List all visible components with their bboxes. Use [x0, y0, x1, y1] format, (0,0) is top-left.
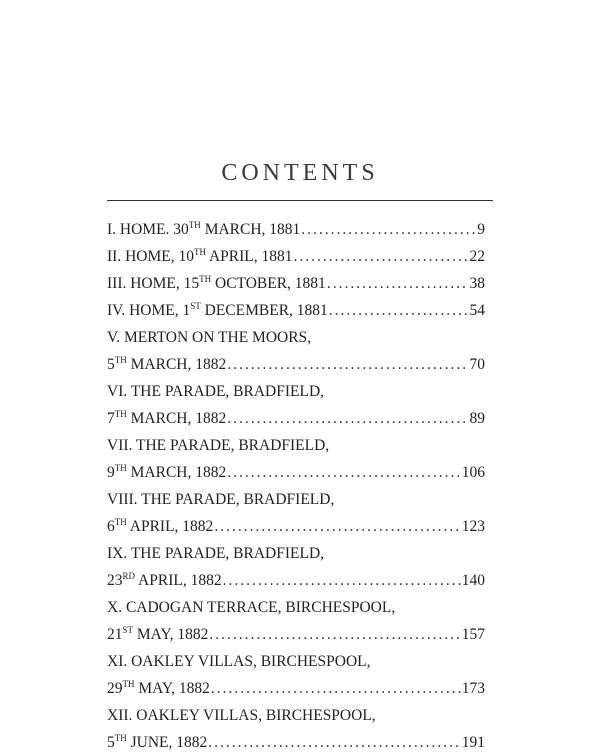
- page-title: CONTENTS: [221, 160, 379, 186]
- toc-entry-line[interactable]: [107, 243, 485, 270]
- page-number: 9: [477, 221, 485, 238]
- leader-dots: [329, 297, 469, 324]
- toc-entry-label: 5TH MARCH, 1882: [107, 354, 227, 373]
- toc-entry-label: III. HOME, 15TH OCTOBER, 1881: [107, 273, 326, 292]
- table-of-contents: [107, 216, 485, 756]
- leader-dots: [223, 567, 461, 594]
- leader-dots: [211, 675, 461, 702]
- page-number: 140: [461, 572, 485, 589]
- page-number: 157: [461, 626, 485, 643]
- toc-entry-line[interactable]: [107, 270, 485, 297]
- page-number: 191: [461, 734, 485, 751]
- page-number: 38: [469, 275, 485, 292]
- leader-dots: [227, 351, 468, 378]
- leader-dots: [294, 243, 469, 270]
- toc-entry-line[interactable]: [107, 405, 485, 432]
- page-number: 22: [469, 248, 485, 265]
- toc-entry-line[interactable]: [107, 675, 485, 702]
- toc-entry-line[interactable]: [107, 459, 485, 486]
- toc-entry-heading[interactable]: XI. OAKLEY VILLAS, BIRCHESPOOL,: [107, 653, 371, 670]
- toc-entry-label: II. HOME, 10TH APRIL, 1881: [107, 246, 293, 265]
- title-rule: [107, 200, 493, 201]
- toc-entry-heading[interactable]: VII. THE PARADE, BRADFIELD,: [107, 437, 330, 454]
- toc-entry-label: 21ST MAY, 1882: [107, 624, 209, 643]
- toc-entry-label: 9TH MARCH, 1882: [107, 462, 227, 481]
- toc-entry-line[interactable]: [107, 216, 485, 243]
- toc-entry-label: 6TH APRIL, 1882: [107, 516, 214, 535]
- leader-dots: [327, 270, 469, 297]
- toc-entry-line[interactable]: [107, 567, 485, 594]
- leader-dots: [208, 729, 460, 756]
- toc-entry-line[interactable]: [107, 513, 485, 540]
- toc-entry-heading[interactable]: X. CADOGAN TERRACE, BIRCHESPOOL,: [107, 599, 396, 616]
- page-number: 54: [469, 302, 485, 319]
- leader-dots: [301, 216, 476, 243]
- toc-entry-heading[interactable]: XII. OAKLEY VILLAS, BIRCHESPOOL,: [107, 707, 376, 724]
- toc-entry-line[interactable]: [107, 729, 485, 756]
- page-number: 173: [461, 680, 485, 697]
- toc-entry-label: 29TH MAY, 1882: [107, 678, 210, 697]
- page-number: 123: [461, 518, 485, 535]
- toc-entry-heading[interactable]: VI. THE PARADE, BRADFIELD,: [107, 383, 325, 400]
- toc-entry-line[interactable]: [107, 297, 485, 324]
- leader-dots: [227, 459, 461, 486]
- page-number: 106: [461, 464, 485, 481]
- toc-entry-heading[interactable]: V. MERTON ON THE MOORS,: [107, 329, 312, 346]
- toc-entry-label: I. HOME. 30TH MARCH, 1881: [107, 219, 301, 238]
- toc-entry-label: 5TH JUNE, 1882: [107, 732, 208, 751]
- toc-entry-heading[interactable]: IX. THE PARADE, BRADFIELD,: [107, 545, 325, 562]
- leader-dots: [227, 405, 468, 432]
- toc-entry-line[interactable]: [107, 621, 485, 648]
- toc-entry-heading[interactable]: VIII. THE PARADE, BRADFIELD,: [107, 491, 335, 508]
- toc-entry-line[interactable]: [107, 351, 485, 378]
- leader-dots: [214, 513, 460, 540]
- leader-dots: [209, 621, 460, 648]
- toc-entry-label: IV. HOME, 1ST DECEMBER, 1881: [107, 300, 328, 319]
- toc-entry-label: 7TH MARCH, 1882: [107, 408, 227, 427]
- toc-entry-label: 23RD APRIL, 1882: [107, 570, 222, 589]
- page-number: 89: [469, 410, 485, 427]
- page-number: 70: [469, 356, 485, 373]
